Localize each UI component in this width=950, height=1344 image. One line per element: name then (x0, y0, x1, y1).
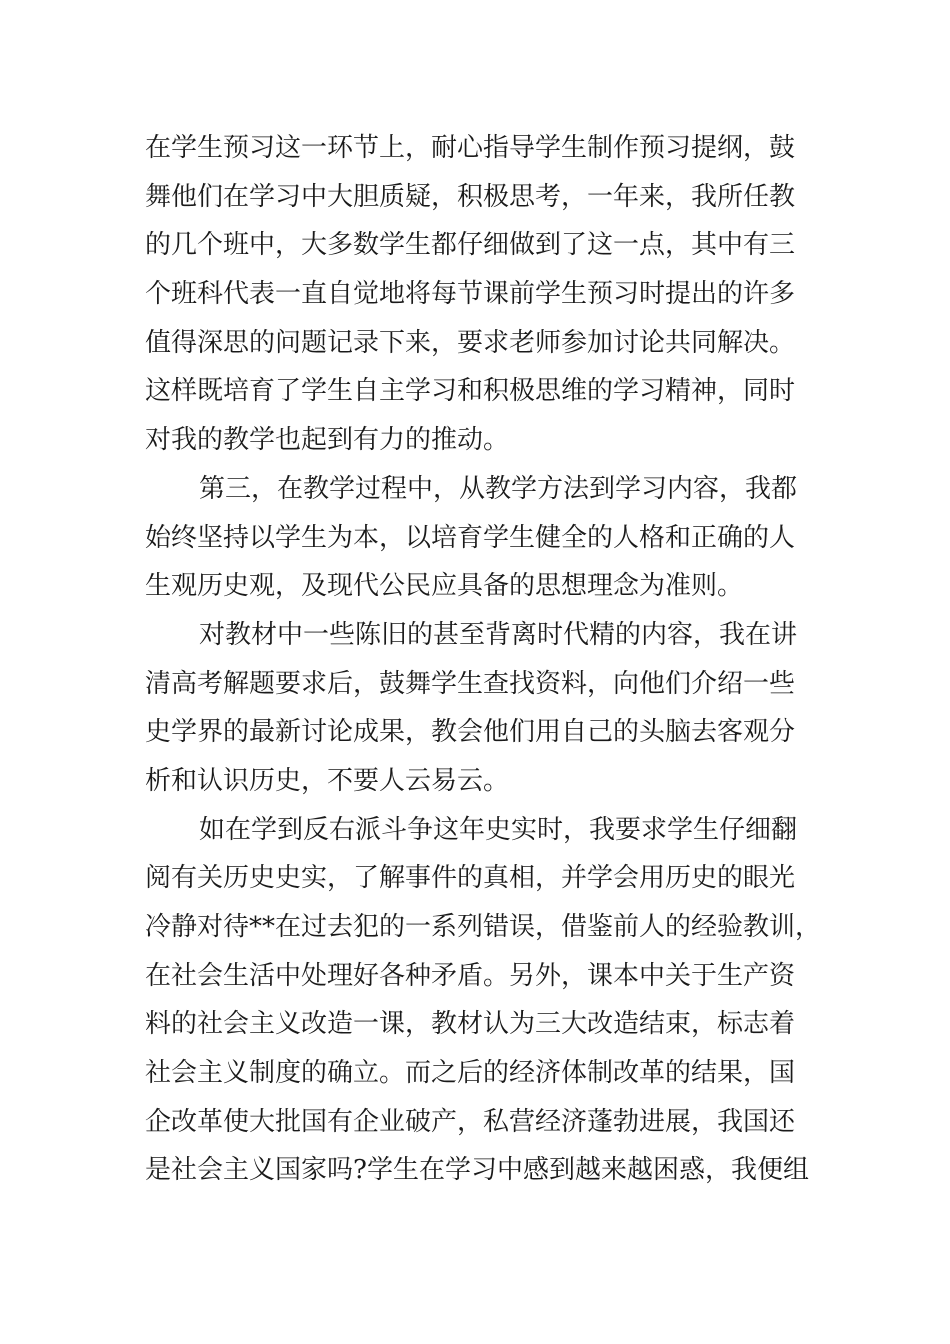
text-line: 舞他们在学习中大胆质疑，积极思考，一年来，我所任教 (145, 181, 796, 212)
body-text (145, 124, 822, 1195)
text-line: 析和认识历史，不要人云易云。 (145, 765, 510, 796)
text-line: 生观历史观，及现代公民应具备的思想理念为准则。 (145, 571, 744, 602)
text-line: 清高考解题要求后，鼓舞学生查找资料，向他们介绍一些 (145, 668, 796, 699)
text-line: 的几个班中，大多数学生都仔细做到了这一点，其中有三 (145, 230, 796, 261)
text-line: 在社会生活中处理好各种矛盾。另外，课本中关于生产资 (145, 960, 796, 991)
text-line: 冷静对待**在过去犯的一系列错误，借鉴前人的经验教训， (145, 912, 822, 942)
paragraph-first-line: 对教材中一些陈旧的甚至背离时代精的内容，我在讲 (199, 619, 798, 650)
text-line: 这样既培育了学生自主学习和积极思维的学习精神，同时 (145, 376, 796, 407)
text-line: 阅有关历史史实，了解事件的真相，并学会用历史的眼光 (145, 863, 796, 894)
text-line: 对我的教学也起到有力的推动。 (145, 425, 510, 456)
paragraph-first-line: 第三，在教学过程中，从教学方法到学习内容，我都 (199, 473, 798, 504)
text-line: 个班科代表一直自觉地将每节课前学生预习时提出的许多 (145, 279, 796, 310)
text-line: 企改革使大批国有企业破产，私营经济蓬勃进展，我国还 (145, 1106, 796, 1137)
text-line: 始终坚持以学生为本，以培育学生健全的人格和正确的人 (145, 522, 796, 553)
text-line: 在学生预习这一环节上，耐心指导学生制作预习提纲，鼓 (145, 133, 796, 163)
text-line: 社会主义制度的确立。而之后的经济体制改革的结果，国 (145, 1058, 796, 1089)
paragraph-first-line: 如在学到反右派斗争这年史实时，我要求学生仔细翻 (199, 814, 798, 845)
text-line: 史学界的最新讨论成果，教会他们用自己的头脑去客观分 (145, 717, 796, 748)
text-line: 是社会主义国家吗?学生在学习中感到越来越困惑，我便组 (145, 1155, 809, 1186)
text-line: 料的社会主义改造一课，教材认为三大改造结束，标志着 (145, 1009, 796, 1040)
text-line: 值得深思的问题记录下来，要求老师参加讨论共同解决。 (145, 327, 796, 358)
